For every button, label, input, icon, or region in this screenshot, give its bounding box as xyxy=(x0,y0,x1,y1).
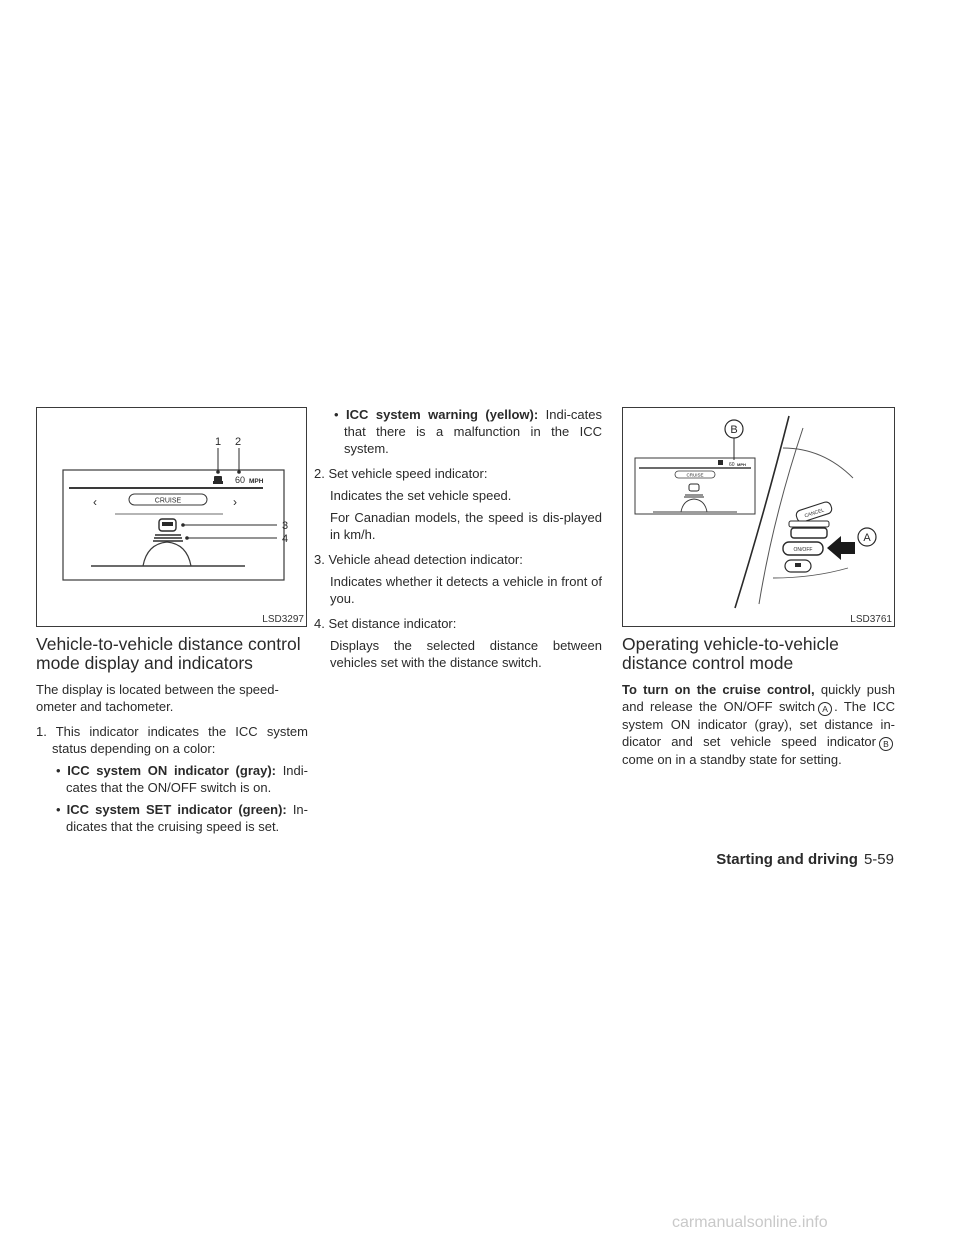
ref-b-icon: B xyxy=(879,737,893,751)
arrow-left-icon: ‹ xyxy=(93,495,97,509)
distance-switch xyxy=(785,560,811,572)
list-item-3: 3. Vehicle ahead detection indicator: xyxy=(314,552,523,567)
section-heading: Vehicle-to-vehicle distance control mode display and indicators xyxy=(36,634,301,673)
section-display-indicators xyxy=(36,635,308,835)
list-item-1: 1. This indicator indicates the ICC system status depending on a color: xyxy=(36,724,308,756)
list-item-3-desc: Indicates whether it detects a vehicle in front of you. xyxy=(330,574,602,606)
svg-text:ON/OFF: ON/OFF xyxy=(793,547,813,553)
icc-indicator-icon xyxy=(213,476,223,484)
bullet-icc-on: • ICC system ON indicator (gray): Indi-cates that the ON/OFF switch is on. xyxy=(56,763,308,795)
switch-illustration xyxy=(623,408,896,628)
callout-b: B xyxy=(730,424,738,436)
arrow-right-icon: › xyxy=(233,495,237,509)
speed-value: 60 xyxy=(235,475,246,485)
speed-unit: MPH xyxy=(249,478,264,485)
display-illustration xyxy=(37,408,308,628)
speed-unit: MPH xyxy=(737,462,746,467)
figure-display-indicators xyxy=(36,407,307,627)
svg-text:CANCEL: CANCEL xyxy=(803,507,826,520)
callout-1: 1 xyxy=(215,436,222,448)
bullet-icc-warning: • ICC system warning (yellow): Indi-cates that there is a malfunction in the ICC system. xyxy=(334,407,602,456)
speed-value: 60 xyxy=(729,462,735,468)
distance-bars-icon xyxy=(153,535,183,541)
vehicle-ahead-icon xyxy=(159,519,176,531)
footer-section: Starting and driving xyxy=(716,851,858,868)
list-item-4: 4. Set distance indicator: xyxy=(314,616,457,631)
bullet-icc-set: • ICC system SET indicator (green): In-dicates that the cruising speed is set. xyxy=(56,802,308,834)
callout-2: 2 xyxy=(235,436,242,448)
on-off-switch xyxy=(783,542,823,555)
page-number: 5-59 xyxy=(863,851,894,868)
figure-code: LSD3297 xyxy=(262,614,304,625)
figure-code: LSD3761 xyxy=(850,614,892,625)
page-footer xyxy=(700,851,894,868)
arrow-icon xyxy=(827,536,855,560)
cruise-label: CRUISE xyxy=(686,472,704,478)
section-operating-mode xyxy=(622,635,895,768)
section-display-indicators-cont xyxy=(314,406,602,671)
section-heading: Operating vehicle-to-vehicle distance control mode xyxy=(622,634,839,673)
operating-paragraph: To turn on the cruise control, quickly push and release the ON/OFF switch A . The ICC system ON indicator (gray), set distance in-dicator and set vehicle speed indicator B come on in a standby state for setting. xyxy=(622,682,895,767)
list-item-2: 2. Set vehicle speed indicator: xyxy=(314,466,488,481)
callout-a: A xyxy=(863,532,871,544)
list-item-4-desc: Displays the selected distance between vehicles set with the distance switch. xyxy=(330,638,602,670)
intro-paragraph: The display is located between the speed-ometer and tachometer. xyxy=(36,682,279,714)
figure-steering-switches xyxy=(622,407,895,627)
watermark: carmanualsonline.info xyxy=(672,1214,828,1231)
list-item-2-desc: Indicates the set vehicle speed. xyxy=(330,488,512,503)
ref-a-icon: A xyxy=(818,702,832,716)
list-item-2-note: For Canadian models, the speed is dis-played in km/h. xyxy=(330,510,602,542)
cruise-label: CRUISE xyxy=(154,497,182,505)
icc-indicator-icon xyxy=(718,460,723,465)
callout-4: 4 xyxy=(282,533,289,545)
callout-3: 3 xyxy=(282,520,289,532)
cancel-switch xyxy=(795,501,833,524)
